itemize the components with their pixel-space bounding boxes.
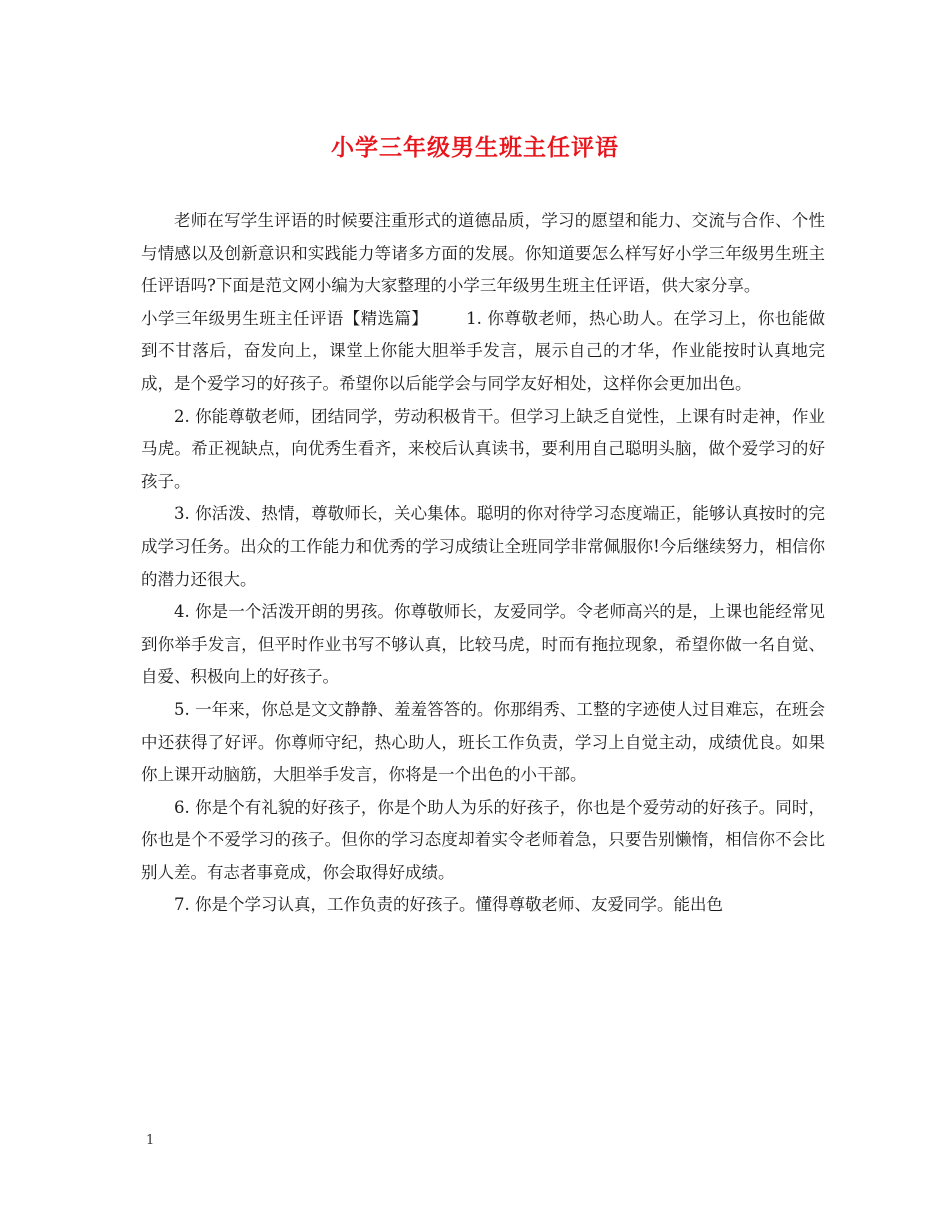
document-body <box>141 205 825 922</box>
comment-1: 1. 你尊敬老师，热心助人。在学习上，你也能做到不甘落后，奋发向上，课堂上你能大胆举手发言，展示自己的才华，作业能按时认真地完成，是个爱学习的好孩子。希望你以后能学会与同学友好相处，这样你会更加出色。 <box>141 308 825 393</box>
comment-2: 2. 你能尊敬老师，团结同学，劳动积极肯干。但学习上缺乏自觉性，上课有时走神，作业马虎。希正视缺点，向优秀生看齐，来校后认真读书，要利用自己聪明头脑，做个爱学习的好孩子。 <box>141 406 825 491</box>
document-title: 小学三年级男生班主任评语 <box>331 134 619 161</box>
section-heading: 小学三年级男生班主任评语【精选篇】 <box>141 308 429 328</box>
page-number: 1 <box>146 1133 155 1148</box>
comment-3: 3. 你活泼、热情，尊敬师长，关心集体。聪明的你对待学习态度端正，能够认真按时的完成学习任务。出众的工作能力和优秀的学习成绩让全班同学非常佩服你!今后继续努力，相信你的潜力还很大。 <box>141 504 825 589</box>
comment-6: 6. 你是个有礼貌的好孩子，你是个助人为乐的好孩子，你也是个爱劳动的好孩子。同时，你也是个不爱学习的孩子。但你的学习态度却着实令老师着急，只要告别懒惰，相信你不会比别人差。有志者事竟成，你会取得好成绩。 <box>141 797 825 882</box>
comment-5: 5. 一年来，你总是文文静静、羞羞答答的。你那绢秀、工整的字迹使人过目难忘，在班会中还获得了好评。你尊师守纪，热心助人，班长工作负责，学习上自觉主动，成绩优良。如果你上课开动脑筋，大胆举手发言，你将是一个出色的小干部。 <box>141 699 825 785</box>
comment-4: 4. 你是一个活泼开朗的男孩。你尊敬师长，友爱同学。令老师高兴的是，上课也能经常见到你举手发言，但平时作业书写不够认真，比较马虎，时而有拖拉现象，希望你做一名自觉、自爱、积极向上的好孩子。 <box>141 602 825 687</box>
section-paragraph <box>141 303 825 401</box>
intro-paragraph: 老师在写学生评语的时候要注重形式的道德品质，学习的愿望和能力、交流与合作、个性与情感以及创新意识和实践能力等诸多方面的发展。你知道要怎么样写好小学三年级男生班主任评语吗?下面是范文网小编为大家整理的小学三年级男生班主任评语，供大家分享。 <box>141 211 825 296</box>
comment-7: 7. 你是个学习认真，工作负责的好孩子。懂得尊敬老师、友爱同学。能出色 <box>174 895 723 915</box>
